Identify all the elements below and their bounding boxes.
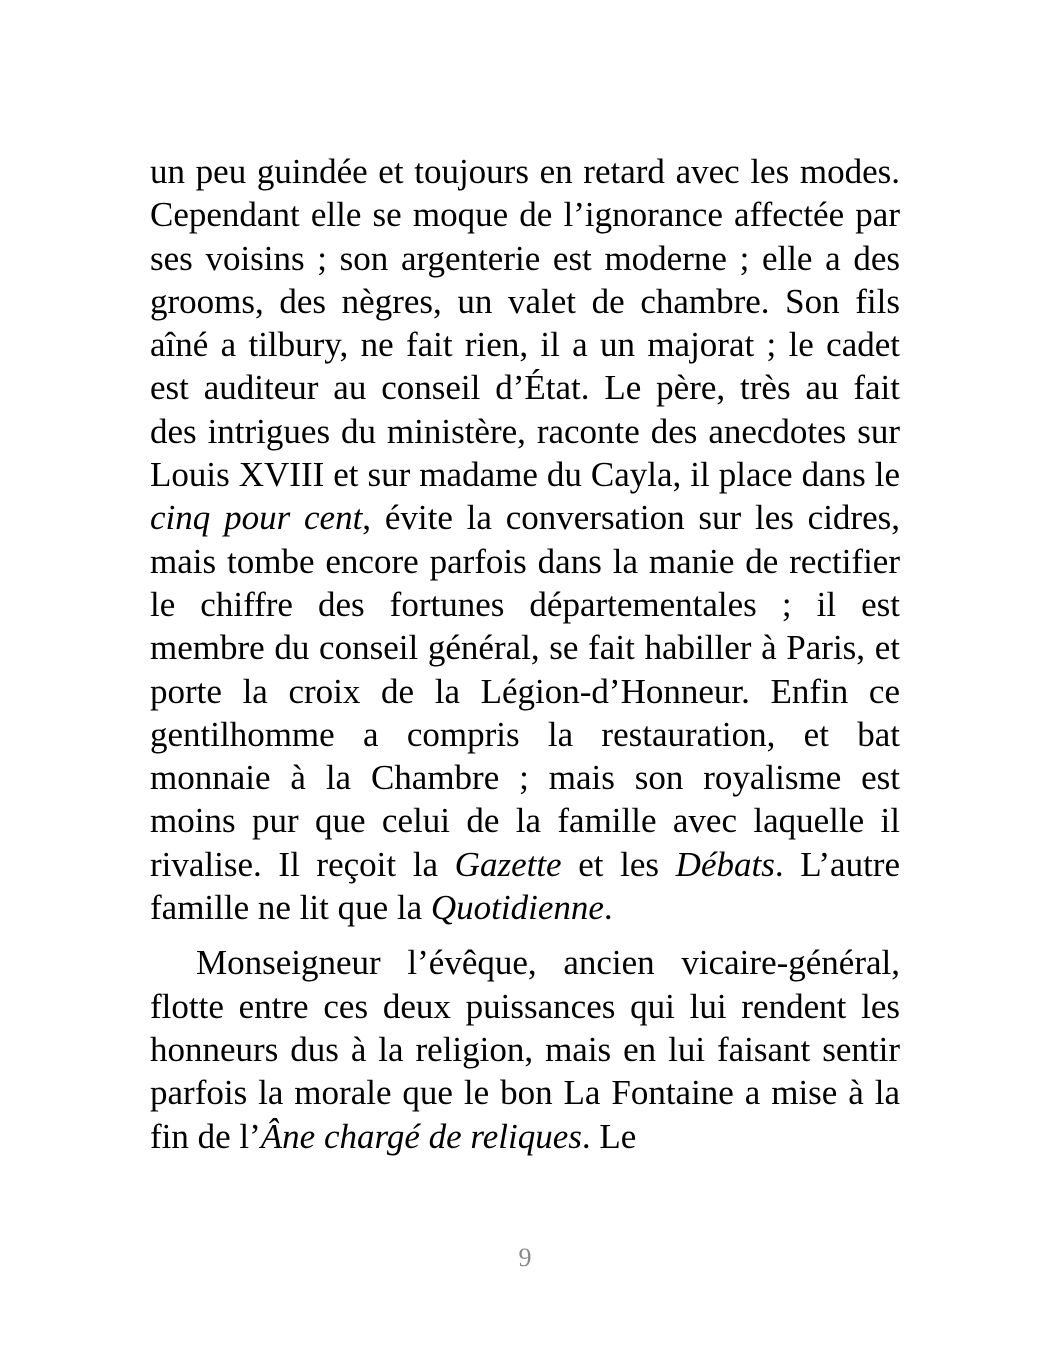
paragraph-2 — [150, 941, 900, 1157]
text-segment: . — [603, 888, 613, 928]
italic-title-quotidienne: Quotidienne — [430, 888, 604, 928]
italic-phrase-cinq-pour-cent: cinq pour cent — [150, 498, 363, 538]
text-segment: . L’autre famille ne lit que la — [150, 844, 900, 928]
page-body-text — [150, 150, 900, 1158]
paragraph-1 — [150, 150, 900, 929]
italic-title-debats: Débats — [675, 844, 775, 884]
text-segment: et les — [561, 844, 676, 884]
page-number: 9 — [518, 1243, 532, 1272]
text-segment: . Le — [581, 1116, 637, 1156]
text-segment: un peu guindée et toujours en retard avec les modes. Cependant elle se moque de l’ignorance affectée par ses voisins ; son argenterie est moderne ; elle a des grooms, des nègres, un valet de chambre. Son fils aîné a tilbury, ne fait rien, il a un majorat ; le cadet est auditeur au conseil d’État. Le père, très au fait des intrigues du ministère, raconte des anecdotes sur Louis XVIII et sur madame du Cayla, il place dans le — [150, 152, 900, 495]
text-segment: Monseigneur l’évêque, ancien vicaire-général, flotte entre ces deux puissances qui lui rendent les honneurs dus à la religion, mais en lui faisant sentir parfois la morale que le bon La Fontaine a mise à la fin de l’ — [150, 943, 900, 1156]
text-segment: , évite la conversation sur les cidres, mais tombe encore parfois dans la manie de rectifier le chiffre des fortunes départementales ; il est membre du conseil général, se fait habiller à Paris, et porte la croix de la Légion-d’Honneur. Enfin ce gentilhomme a compris la restauration, et bat monnaie à la Chambre ; mais son royalisme est moins pur que celui de la famille avec laquelle il rivalise. Il reçoit la — [150, 498, 900, 884]
italic-title-gazette: Gazette — [454, 844, 562, 884]
italic-title-ane-charge-de-reliques: Âne chargé de reliques — [260, 1116, 582, 1156]
